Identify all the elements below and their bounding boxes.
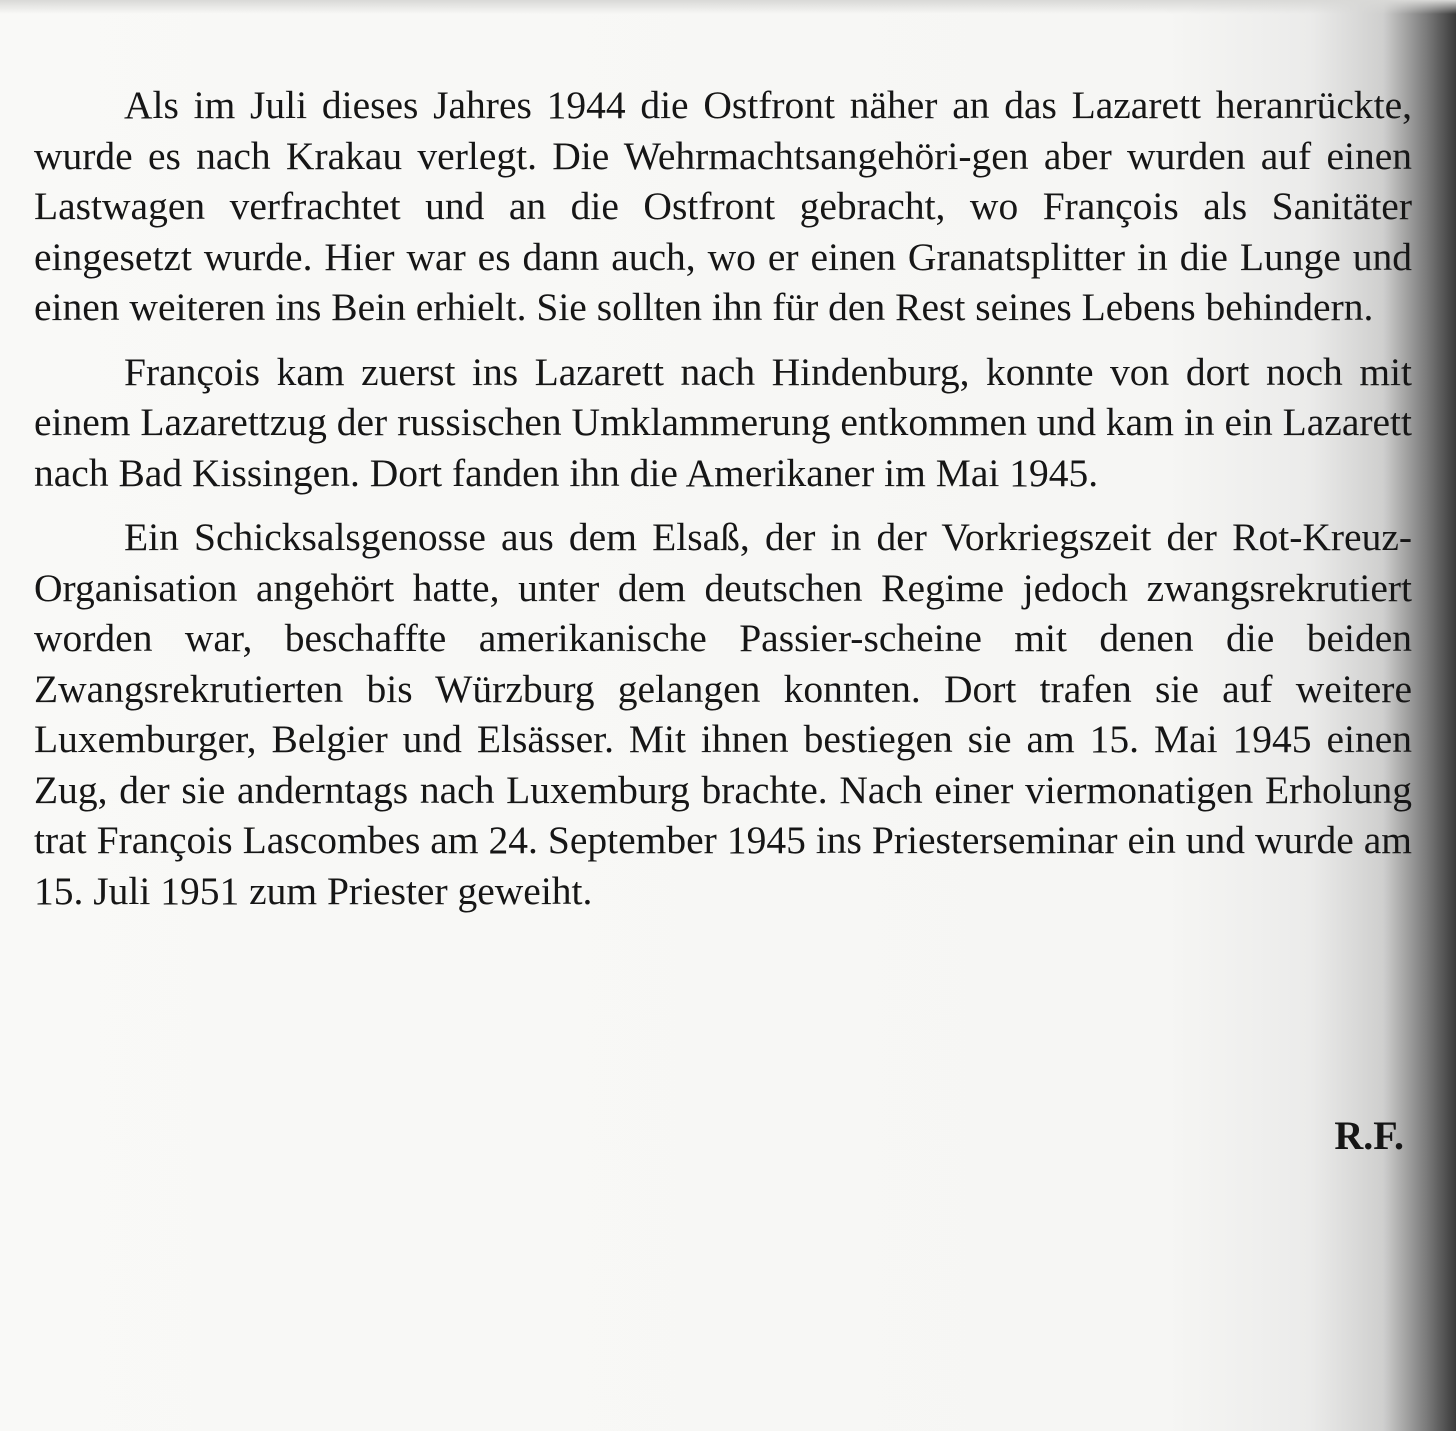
author-initials: R.F.: [1334, 1113, 1404, 1158]
paragraph-2: François kam zuerst ins Lazarett nach Hindenburg, konnte von dort noch mit einem Lazarettzug der russischen Umklammerung entkommen und kam in ein Lazarett nach Bad Kissingen. Dort fanden ihn die Amerikaner im Mai 1945.: [34, 349, 1412, 495]
body-text: [34, 80, 1412, 930]
page-top-shadow: [0, 0, 1456, 14]
paragraph-3: Ein Schicksalsgenosse aus dem Elsaß, der in der Vorkriegszeit der Rot-Kreuz-Organisation angehört hatte, unter dem deutschen Regime jedoch zwangsrekrutiert worden war, beschaffte amerikanische Passier-scheine mit denen die beiden Zwangsrekrutierten bis Würzburg gelangen konnten. Dort trafen sie auf weitere Luxemburger, Belgier und Elsässer. Mit ihnen bestiegen sie am 15. Mai 1945 einen Zug, der sie anderntags nach Luxemburg brachte. Nach einer viermonatigen Erholung trat François Lascombes am 24. September 1945 ins Priesterseminar ein und wurde am 15. Juli 1951 zum Priester geweiht.: [34, 515, 1412, 913]
paragraph-1: Als im Juli dieses Jahres 1944 die Ostfront näher an das Lazarett heranrückte, wurde es nach Krakau verlegt. Die Wehrmachtsangehöri-gen aber wurden auf einen Lastwagen verfrachtet und an die Ostfront gebracht, wo François als Sanitäter eingesetzt wurde. Hier war es dann auch, wo er einen Granatsplitter in die Lunge und einen weiteren ins Bein erhielt. Sie sollten ihn für den Rest seines Lebens behindern.: [34, 83, 1412, 329]
